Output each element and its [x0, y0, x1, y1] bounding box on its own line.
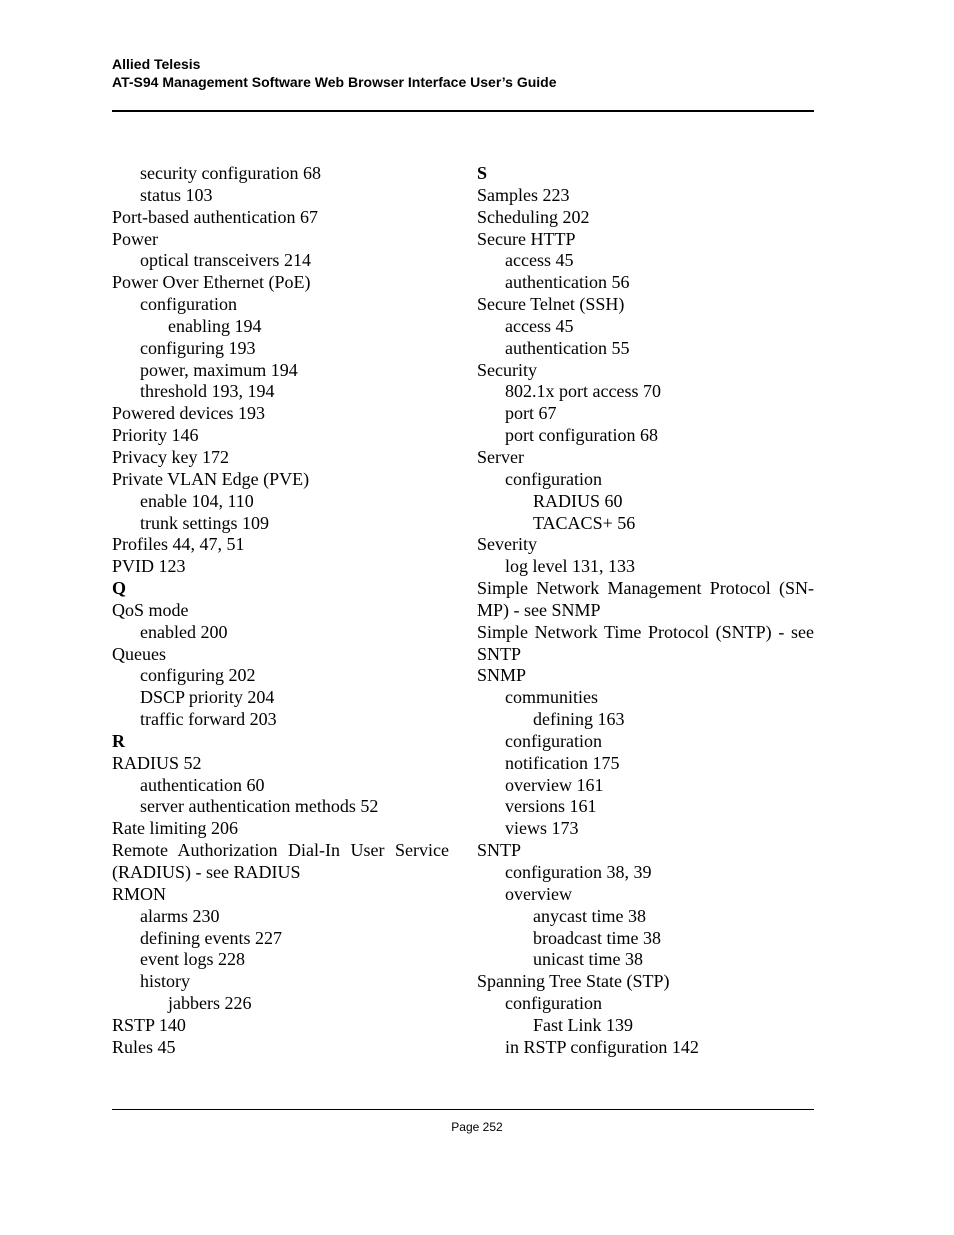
index-entry: PVID 123: [112, 556, 186, 577]
index-entry: optical transceivers 214: [140, 250, 311, 271]
index-entry: in RSTP configuration 142: [505, 1036, 699, 1057]
index-entry: Simple Network Management Protocol (SN-: [477, 578, 814, 599]
index-entry: anycast time 38: [533, 905, 646, 926]
index-entry: QoS mode: [112, 599, 189, 620]
index-entry: Privacy key 172: [112, 446, 229, 467]
index-entry: configuration: [140, 294, 237, 315]
index-entry: RADIUS 60: [533, 490, 623, 511]
index-entry: port configuration 68: [505, 425, 658, 446]
index-entry: configuring 193: [140, 337, 256, 358]
index-entry: Secure HTTP: [477, 228, 576, 249]
index-entry: Private VLAN Edge (PVE): [112, 468, 310, 489]
index-entry: communities: [505, 687, 598, 708]
index-entry: RSTP 140: [112, 1014, 186, 1035]
index-entry: history: [140, 971, 191, 992]
index-entry: Simple Network Time Protocol (SNTP) - see: [477, 621, 814, 642]
index-entry: traffic forward 203: [140, 709, 277, 730]
index-entry: Port-based authentication 67: [112, 206, 318, 227]
index-entry: Rules 45: [112, 1036, 176, 1057]
index-entry: MP) - see SNMP: [477, 599, 601, 620]
index-entry: Power Over Ethernet (PoE): [112, 272, 311, 293]
index-entry: Powered devices 193: [112, 403, 265, 424]
index-entry: Queues: [112, 643, 166, 664]
header-divider: [112, 110, 814, 112]
index-entry: Secure Telnet (SSH): [477, 294, 625, 315]
index-entry: enabling 194: [168, 315, 262, 336]
index-entry: Severity: [477, 534, 537, 555]
index-entry: access 45: [505, 315, 574, 336]
index-entry: authentication 55: [505, 337, 630, 358]
index-entry: configuration: [505, 730, 602, 751]
index-entry: port 67: [505, 403, 557, 424]
index-entry: 802.1x port access 70: [505, 381, 661, 402]
index-entry: configuration: [505, 468, 602, 489]
index-entry: configuration: [505, 993, 602, 1014]
index-entry: enable 104, 110: [140, 490, 254, 511]
index-entry: authentication 60: [140, 774, 265, 795]
index-entry: Server: [477, 446, 524, 467]
index-entry: jabbers 226: [168, 993, 252, 1014]
index-entry: security configuration 68: [140, 163, 321, 183]
index-entry: Samples 223: [477, 184, 570, 205]
index-entry: RMON: [112, 883, 167, 904]
index-entry: alarms 230: [140, 905, 220, 926]
index-entry: event logs 228: [140, 949, 245, 970]
index-entry: overview: [505, 883, 572, 904]
index-entry: Scheduling 202: [477, 206, 590, 227]
index-column-left: [112, 163, 452, 1059]
index-entry: unicast time 38: [533, 949, 643, 970]
footer-divider: [112, 1109, 814, 1110]
index-entry: RADIUS 52: [112, 752, 202, 773]
index-entry: SNMP: [477, 665, 527, 686]
index-entry: SNTP: [477, 840, 522, 861]
index-entry: Spanning Tree State (STP): [477, 971, 670, 992]
document-title: AT-S94 Management Software Web Browser Interface User’s Guide: [112, 74, 557, 90]
index-entry: configuring 202: [140, 665, 256, 686]
index-column-right: [477, 163, 817, 1059]
index-entry: status 103: [140, 184, 213, 205]
index-entry: access 45: [505, 250, 574, 271]
index-section-letter: S: [477, 163, 488, 183]
index-entry: Power: [112, 228, 158, 249]
index-entry: log level 131, 133: [505, 556, 635, 577]
index-entry: notification 175: [505, 752, 620, 773]
index-entry: TACACS+ 56: [533, 512, 636, 533]
index-entry: DSCP priority 204: [140, 687, 275, 708]
index-entry: Profiles 44, 47, 51: [112, 534, 245, 555]
index-entry: defining 163: [533, 709, 625, 730]
index-entry: overview 161: [505, 774, 604, 795]
index-entry: Rate limiting 206: [112, 818, 238, 839]
index-entry: views 173: [505, 818, 579, 839]
index-entry: Security: [477, 359, 537, 380]
index-entry: Remote Authorization Dial-In User Service: [112, 840, 449, 861]
index-entry: threshold 193, 194: [140, 381, 275, 402]
index-entry: enabled 200: [140, 621, 228, 642]
index-entry: versions 161: [505, 796, 597, 817]
index-entry: (RADIUS) - see RADIUS: [112, 862, 301, 882]
page-number: Page 252: [451, 1120, 503, 1134]
index-entry: power, maximum 194: [140, 359, 298, 380]
index-entry: authentication 56: [505, 272, 630, 293]
index-entry: SNTP: [477, 643, 522, 664]
index-entry: Priority 146: [112, 425, 199, 446]
index-entry: defining events 227: [140, 927, 282, 948]
index-entry: broadcast time 38: [533, 927, 661, 948]
index-section-letter: Q: [112, 578, 127, 599]
index-section-letter: R: [112, 730, 125, 751]
page-header: [112, 55, 557, 91]
index-entry: server authentication methods 52: [140, 796, 379, 817]
index-entry: trunk settings 109: [140, 512, 269, 533]
index-entry: Fast Link 139: [533, 1014, 634, 1035]
index-entry: configuration 38, 39: [505, 862, 652, 882]
company-name: Allied Telesis: [112, 56, 201, 72]
